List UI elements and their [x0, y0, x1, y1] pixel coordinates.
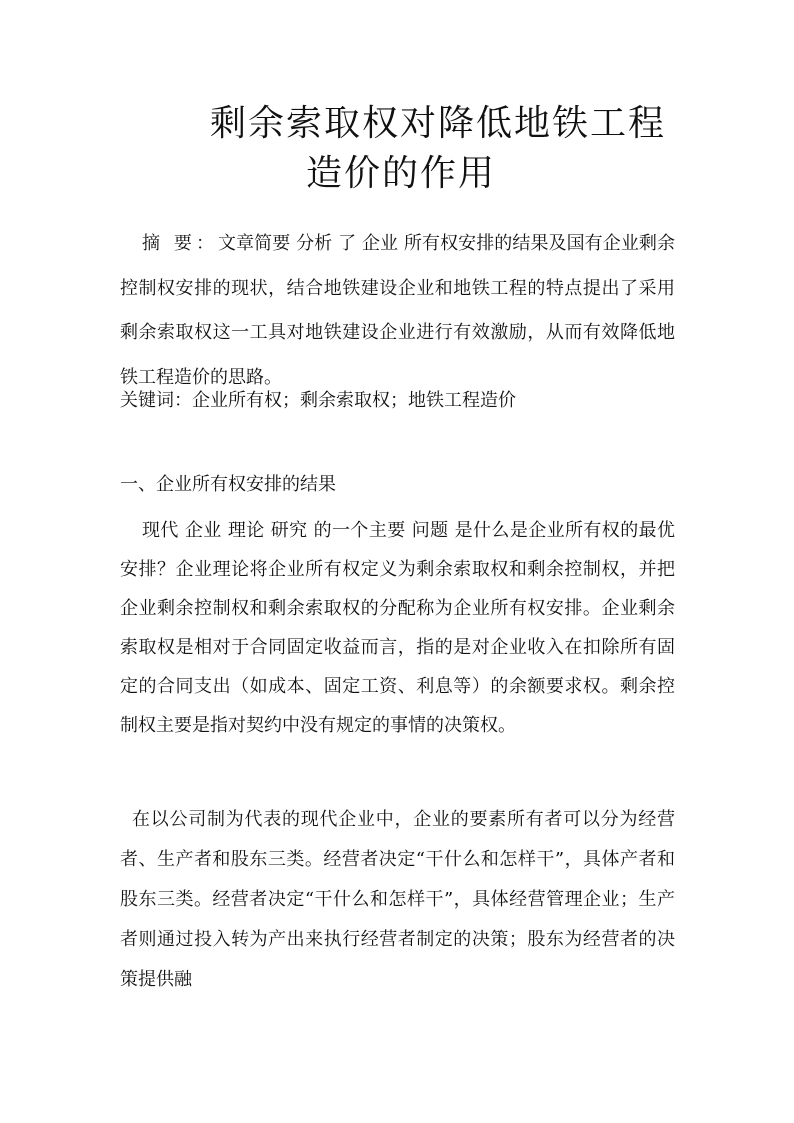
section-heading: 一、企业所有权安排的结果	[120, 474, 336, 495]
body-paragraph: 在以公司制为代表的现代企业中，企业的要素所有者可以分为经营者、生产者和股东三类。经营者决定“干什么和怎样干”，具体产者和股东三类。经营者决定“干什么和怎样干”，具体经营管理企业；生产者则通过投入转为产出来执行经营者制定的决策；股东为经营者的决策提供融	[120, 809, 675, 990]
document-title-line-2: 造价的作用	[306, 153, 497, 194]
document-title-line-1: 剩余索取权对降低地铁工程	[210, 103, 667, 144]
abstract-paragraph	[120, 222, 675, 400]
abstract-text: 文章简要 分析 了 企业 所有权安排的结果及国有企业剩余控制权安排的现状，结合地铁建设企业和地铁工程的特点提出了采用剩余索取权这一工具对地铁建设企业进行有效激励，从而有效降低地铁工程造价的思路。	[120, 233, 675, 388]
keywords-line: 关键词：企业所有权；剩余索取权；地铁工程造价	[120, 390, 516, 411]
abstract-label: 摘 要：	[142, 233, 219, 254]
body-paragraph: 现代 企业 理论 研究 的一个主要 问题 是什么是企业所有权的最优安排？企业理论将企业所有权定义为剩余索取权和剩余控制权，并把企业剩余控制权和剩余索取权的分配称为企业所有权安排。企业剩余索取权是相对于合同固定收益而言，指的是对企业收入在扣除所有固定的合同支出（如成本、固定工资、利息等）的余额要求权。剩余控制权主要是指对契约中没有规定的事情的决策权。	[120, 520, 675, 736]
